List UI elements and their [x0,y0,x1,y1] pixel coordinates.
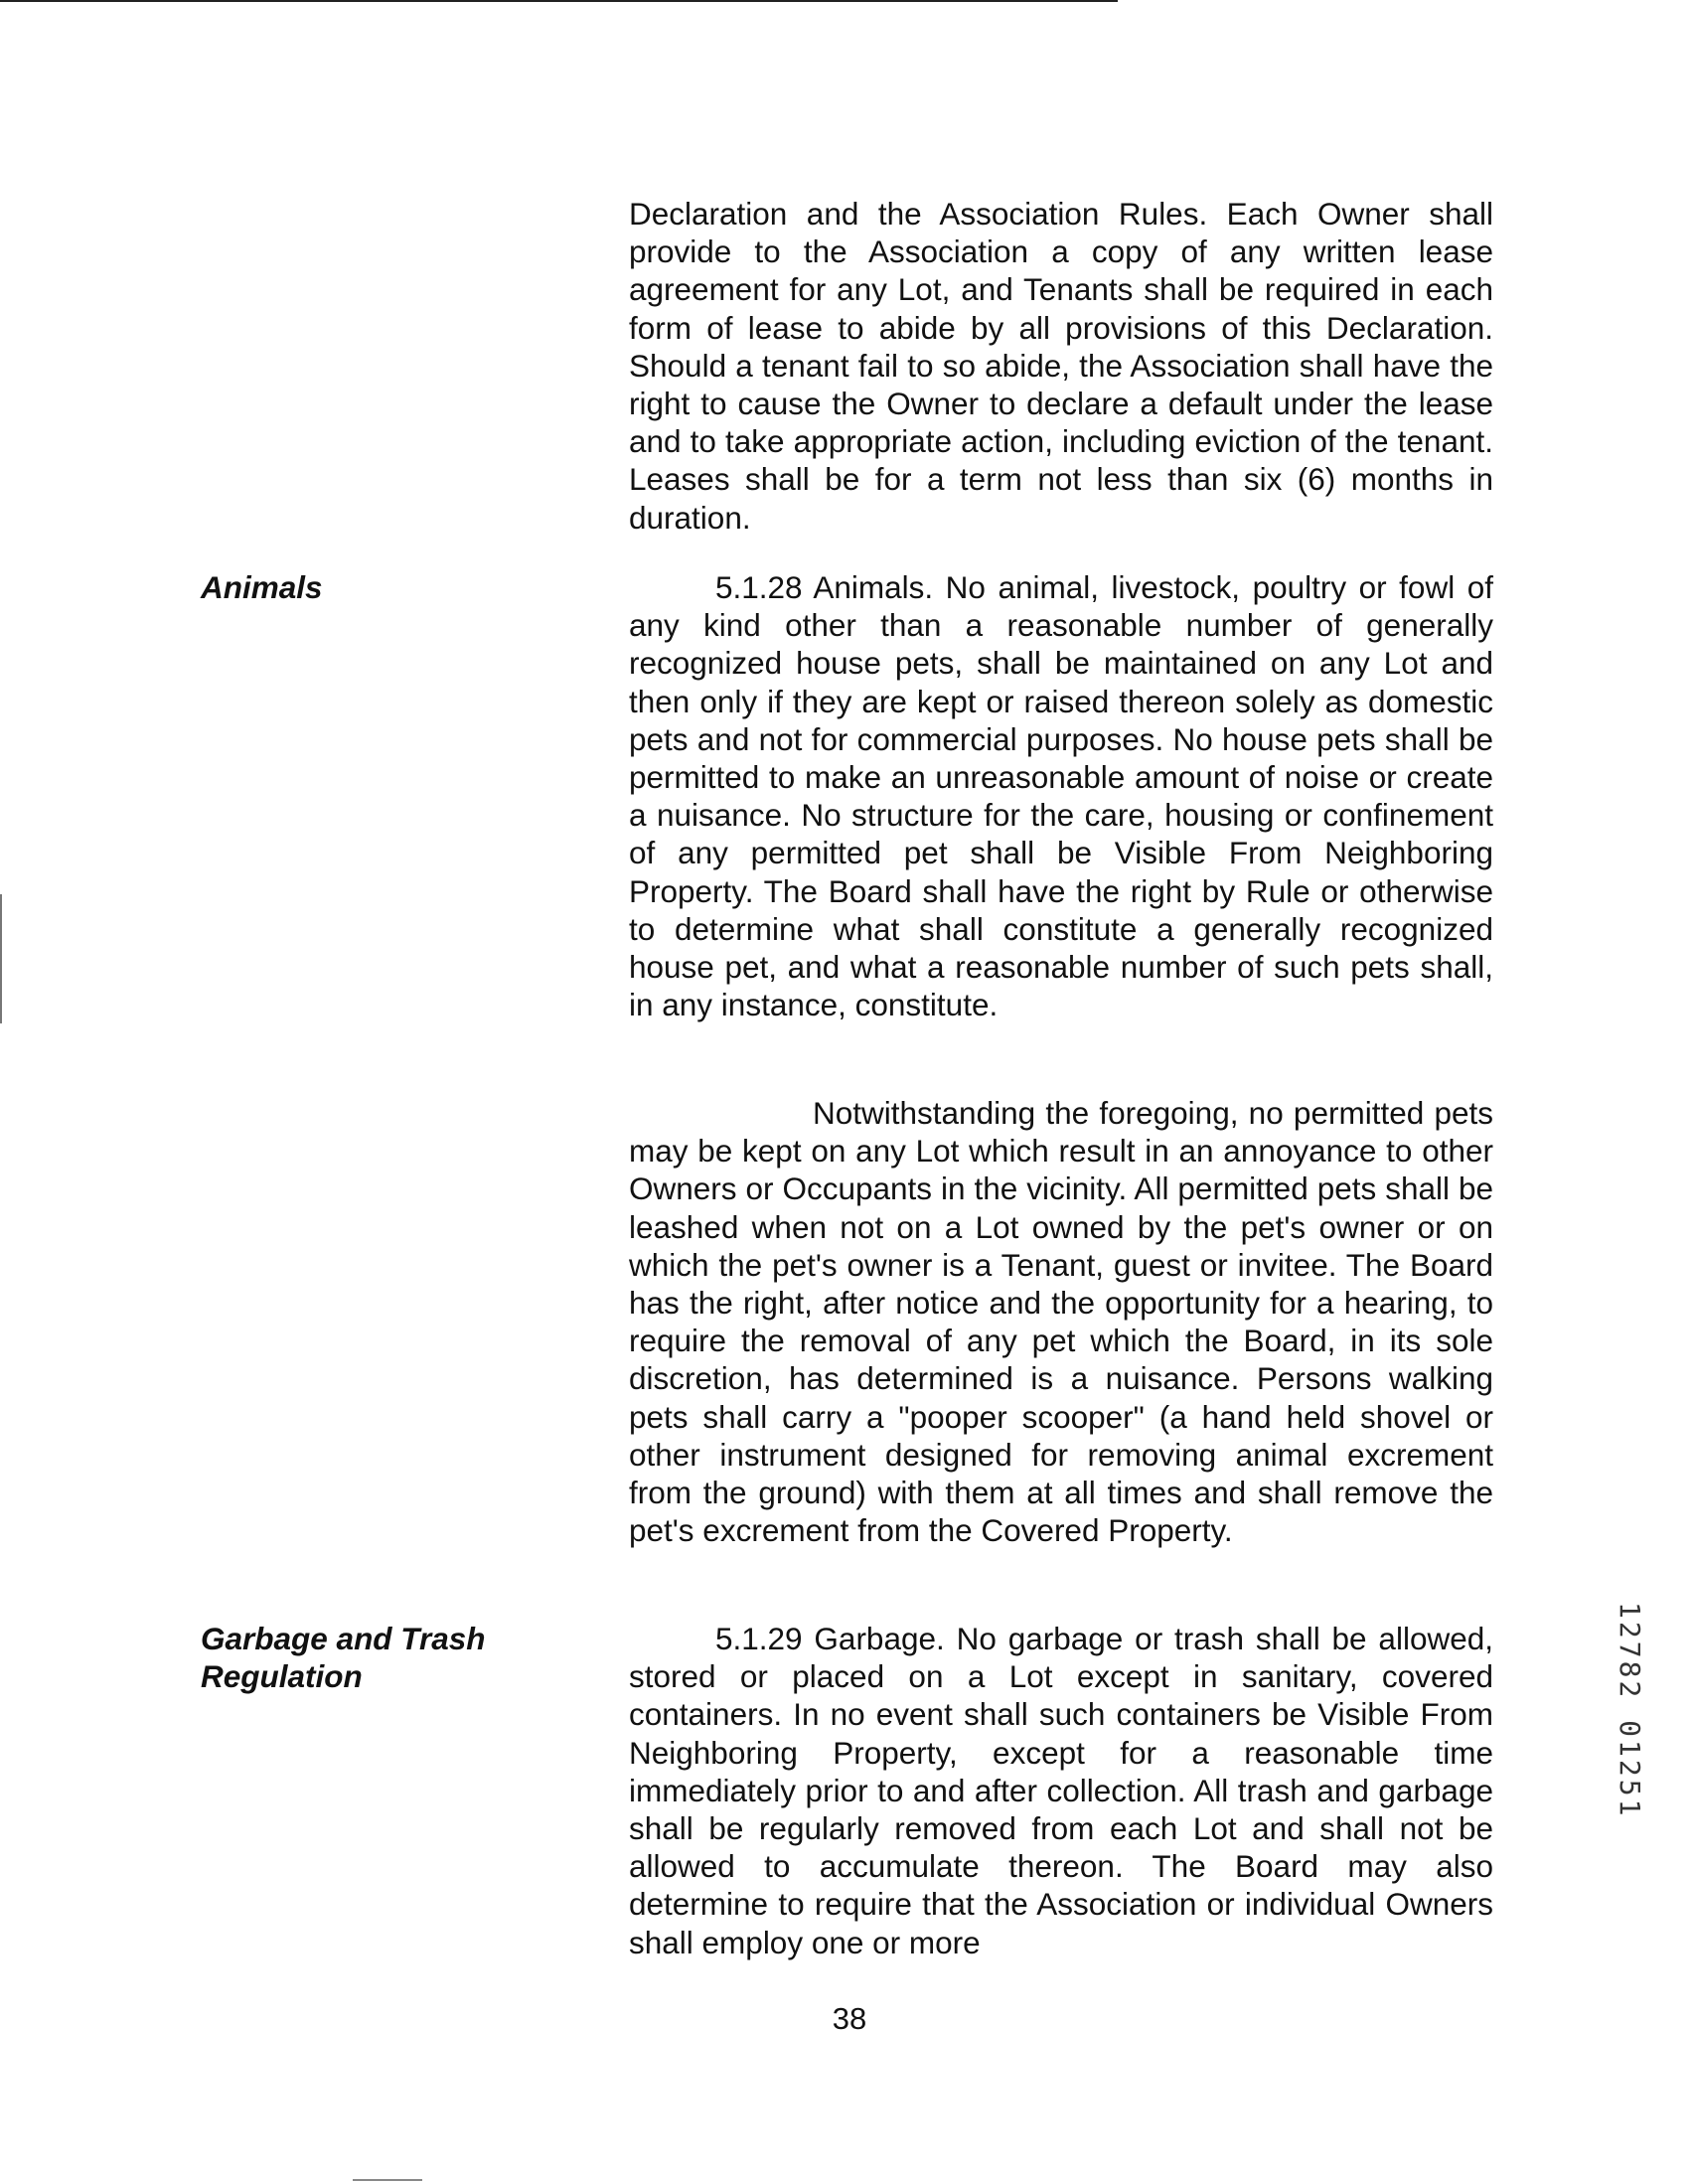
page-number: 38 [832,2001,867,2036]
side-heading-animals: Animals [201,569,323,605]
side-heading-garbage-line1: Garbage and Trash [201,1621,486,1656]
side-heading-garbage-and-trash [201,1620,558,1695]
recording-stamp [1614,1602,1666,1900]
scan-edge-top [0,0,1118,2]
lease-continuation-paragraph: Declaration and the Association Rules. Each Owner shall provide to the Association a copy of any written lease agreement for any Lot, and Tenants shall be required in each form of lease to abide by all provisions of this Declaration. Should a tenant fail to so abide, the Association shall have the right to cause the Owner to declare a default under the lease and to take appropriate action, including eviction of the tenant. Leases shall be for a term not less than six (6) months in duration. [629,196,1493,536]
recording-number: 12782 01251 [1614,1602,1646,1819]
garbage-paragraph: 5.1.29 Garbage. No garbage or trash shall be allowed, stored or placed on a Lot except in sanitary, covered containers. In no event shall such containers be Visible From Neighboring Property, except for a reasonable time immediately prior to and after collection. All trash and garbage shall be regularly removed from each Lot and shall not be allowed to accumulate thereon. The Board may also determine to require that the Association or individual Owners shall employ one or more [629,1621,1493,1960]
animals-paragraph: 5.1.28 Animals. No animal, livestock, poultry or fowl of any kind other than a reasonable number of generally recognized house pets, shall be maintained on any Lot and then only if they are kept or raised thereon solely as domestic pets and not for commercial purposes. No house pets shall be permitted to make an unreasonable amount of noise or create a nuisance. No structure for the care, housing or confinement of any permitted pet shall be Visible From Neighboring Property. The Board shall have the right by Rule or otherwise to determine what shall constitute a generally recognized house pet, and what a reasonable number of such pets shall, in any instance, constitute. [629,569,1493,1023]
garbage-section [629,1620,1493,1961]
notwithstanding-paragraph: Notwithstanding the foregoing, no permitted pets may be kept on any Lot which result in an annoyance to other Owners or Occupants in the vicinity. All permitted pets shall be leashed when not on a Lot owned by the pet's owner or on which the pet's owner is a Tenant, guest or invitee. The Board has the right, after notice and the opportunity for a hearing, to require the removal of any pet which the Board, in its sole discretion, has determined is a nuisance. Persons walking pets shall carry a "pooper scooper" (a hand held shovel or other instrument designed for removing animal excrement from the ground) with them at all times and shall remove the pet's excrement from the Covered Property. [629,1095,1493,1549]
lease-paragraph-block [629,195,1493,537]
scan-edge-left [0,894,2,1023]
scan-edge-bottom [353,2179,422,2181]
animals-section [629,568,1493,1023]
pets-notwithstanding-section [629,1094,1493,1549]
side-heading-garbage-line2: Regulation [201,1658,363,1695]
